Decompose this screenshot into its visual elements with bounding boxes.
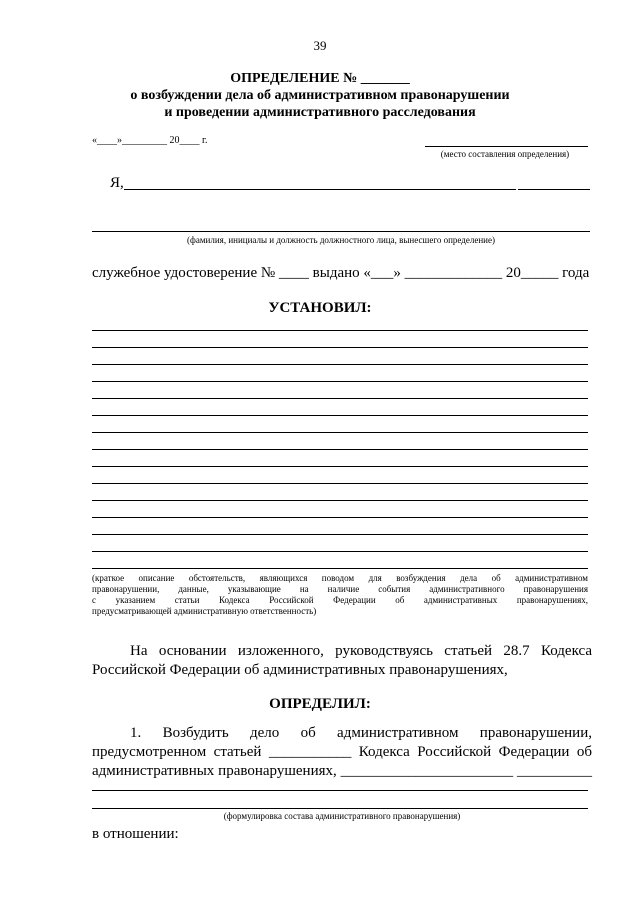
place-field-line[interactable] bbox=[425, 146, 588, 147]
document-title: ОПРЕДЕЛЕНИЕ № _______ bbox=[230, 71, 410, 86]
regarding-label: в отношении: bbox=[92, 826, 179, 842]
established-line[interactable] bbox=[92, 466, 588, 467]
established-line[interactable] bbox=[92, 381, 588, 382]
established-caption bbox=[92, 573, 588, 617]
offence-line[interactable] bbox=[92, 808, 588, 809]
page-number: 39 bbox=[313, 38, 327, 53]
basis-line: На основании изложенного, руководствуясь статьей 28.7 Кодекса bbox=[130, 643, 592, 659]
established-line[interactable] bbox=[92, 415, 588, 416]
established-line[interactable] bbox=[92, 483, 588, 484]
established-line[interactable] bbox=[92, 449, 588, 450]
offence-caption: (формулировка состава административного правонарушения) bbox=[223, 811, 461, 821]
official-name-line[interactable] bbox=[124, 189, 516, 190]
established-line[interactable] bbox=[92, 551, 588, 552]
official-caption: (фамилия, инициалы и должность должностного лица, вынесшего определение) bbox=[187, 235, 495, 245]
decided-item-line[interactable]: предусмотренном статьей ___________ Кодекса Российской Федерации об bbox=[92, 744, 592, 760]
established-line[interactable] bbox=[92, 398, 588, 399]
established-caption-line: предусматривающей административную ответственность) bbox=[92, 606, 317, 616]
basis-paragraph bbox=[92, 642, 592, 680]
document-subtitle-2: и проведении административного расследования bbox=[164, 105, 476, 120]
established-line[interactable] bbox=[92, 432, 588, 433]
established-line[interactable] bbox=[92, 364, 588, 365]
official-name-line-2[interactable] bbox=[518, 189, 590, 190]
decided-heading: ОПРЕДЕЛИЛ: bbox=[269, 696, 371, 712]
document-subtitle-1: о возбуждении дела об административном правонарушении bbox=[130, 88, 510, 103]
established-line[interactable] bbox=[92, 330, 588, 331]
established-caption-line: правонарушении, данные, указывающие на наличие события административного правонарушения bbox=[92, 584, 588, 594]
established-line[interactable] bbox=[92, 534, 588, 535]
basis-line: Российской Федерации об административных правонарушениях, bbox=[92, 662, 508, 678]
established-caption-line: с указанием статьи Кодекса Российской Федерации об административных правонарушениях, bbox=[92, 595, 588, 605]
date-field[interactable]: «____»_________ 20____ г. bbox=[92, 135, 208, 146]
established-line[interactable] bbox=[92, 500, 588, 501]
established-line[interactable] bbox=[92, 568, 588, 569]
place-caption: (место составления определения) bbox=[440, 149, 570, 159]
offence-line[interactable] bbox=[92, 790, 588, 791]
decided-item-line[interactable]: административных правонарушениях, _______________________ __________ bbox=[92, 763, 592, 779]
official-position-line[interactable] bbox=[92, 231, 590, 232]
established-heading: УСТАНОВИЛ: bbox=[268, 300, 372, 316]
decided-item-1[interactable] bbox=[92, 724, 592, 781]
decided-item-line: 1. Возбудить дело об административном правонарушении, bbox=[130, 725, 592, 741]
established-line[interactable] bbox=[92, 517, 588, 518]
established-line[interactable] bbox=[92, 347, 588, 348]
established-caption-line: (краткое описание обстоятельств, являющихся поводом для возбуждения дела об административном bbox=[92, 573, 588, 583]
certificate-line[interactable]: служебное удостоверение № ____ выдано «___» _____________ 20_____ года bbox=[92, 265, 590, 281]
official-prefix: Я, bbox=[110, 175, 124, 191]
